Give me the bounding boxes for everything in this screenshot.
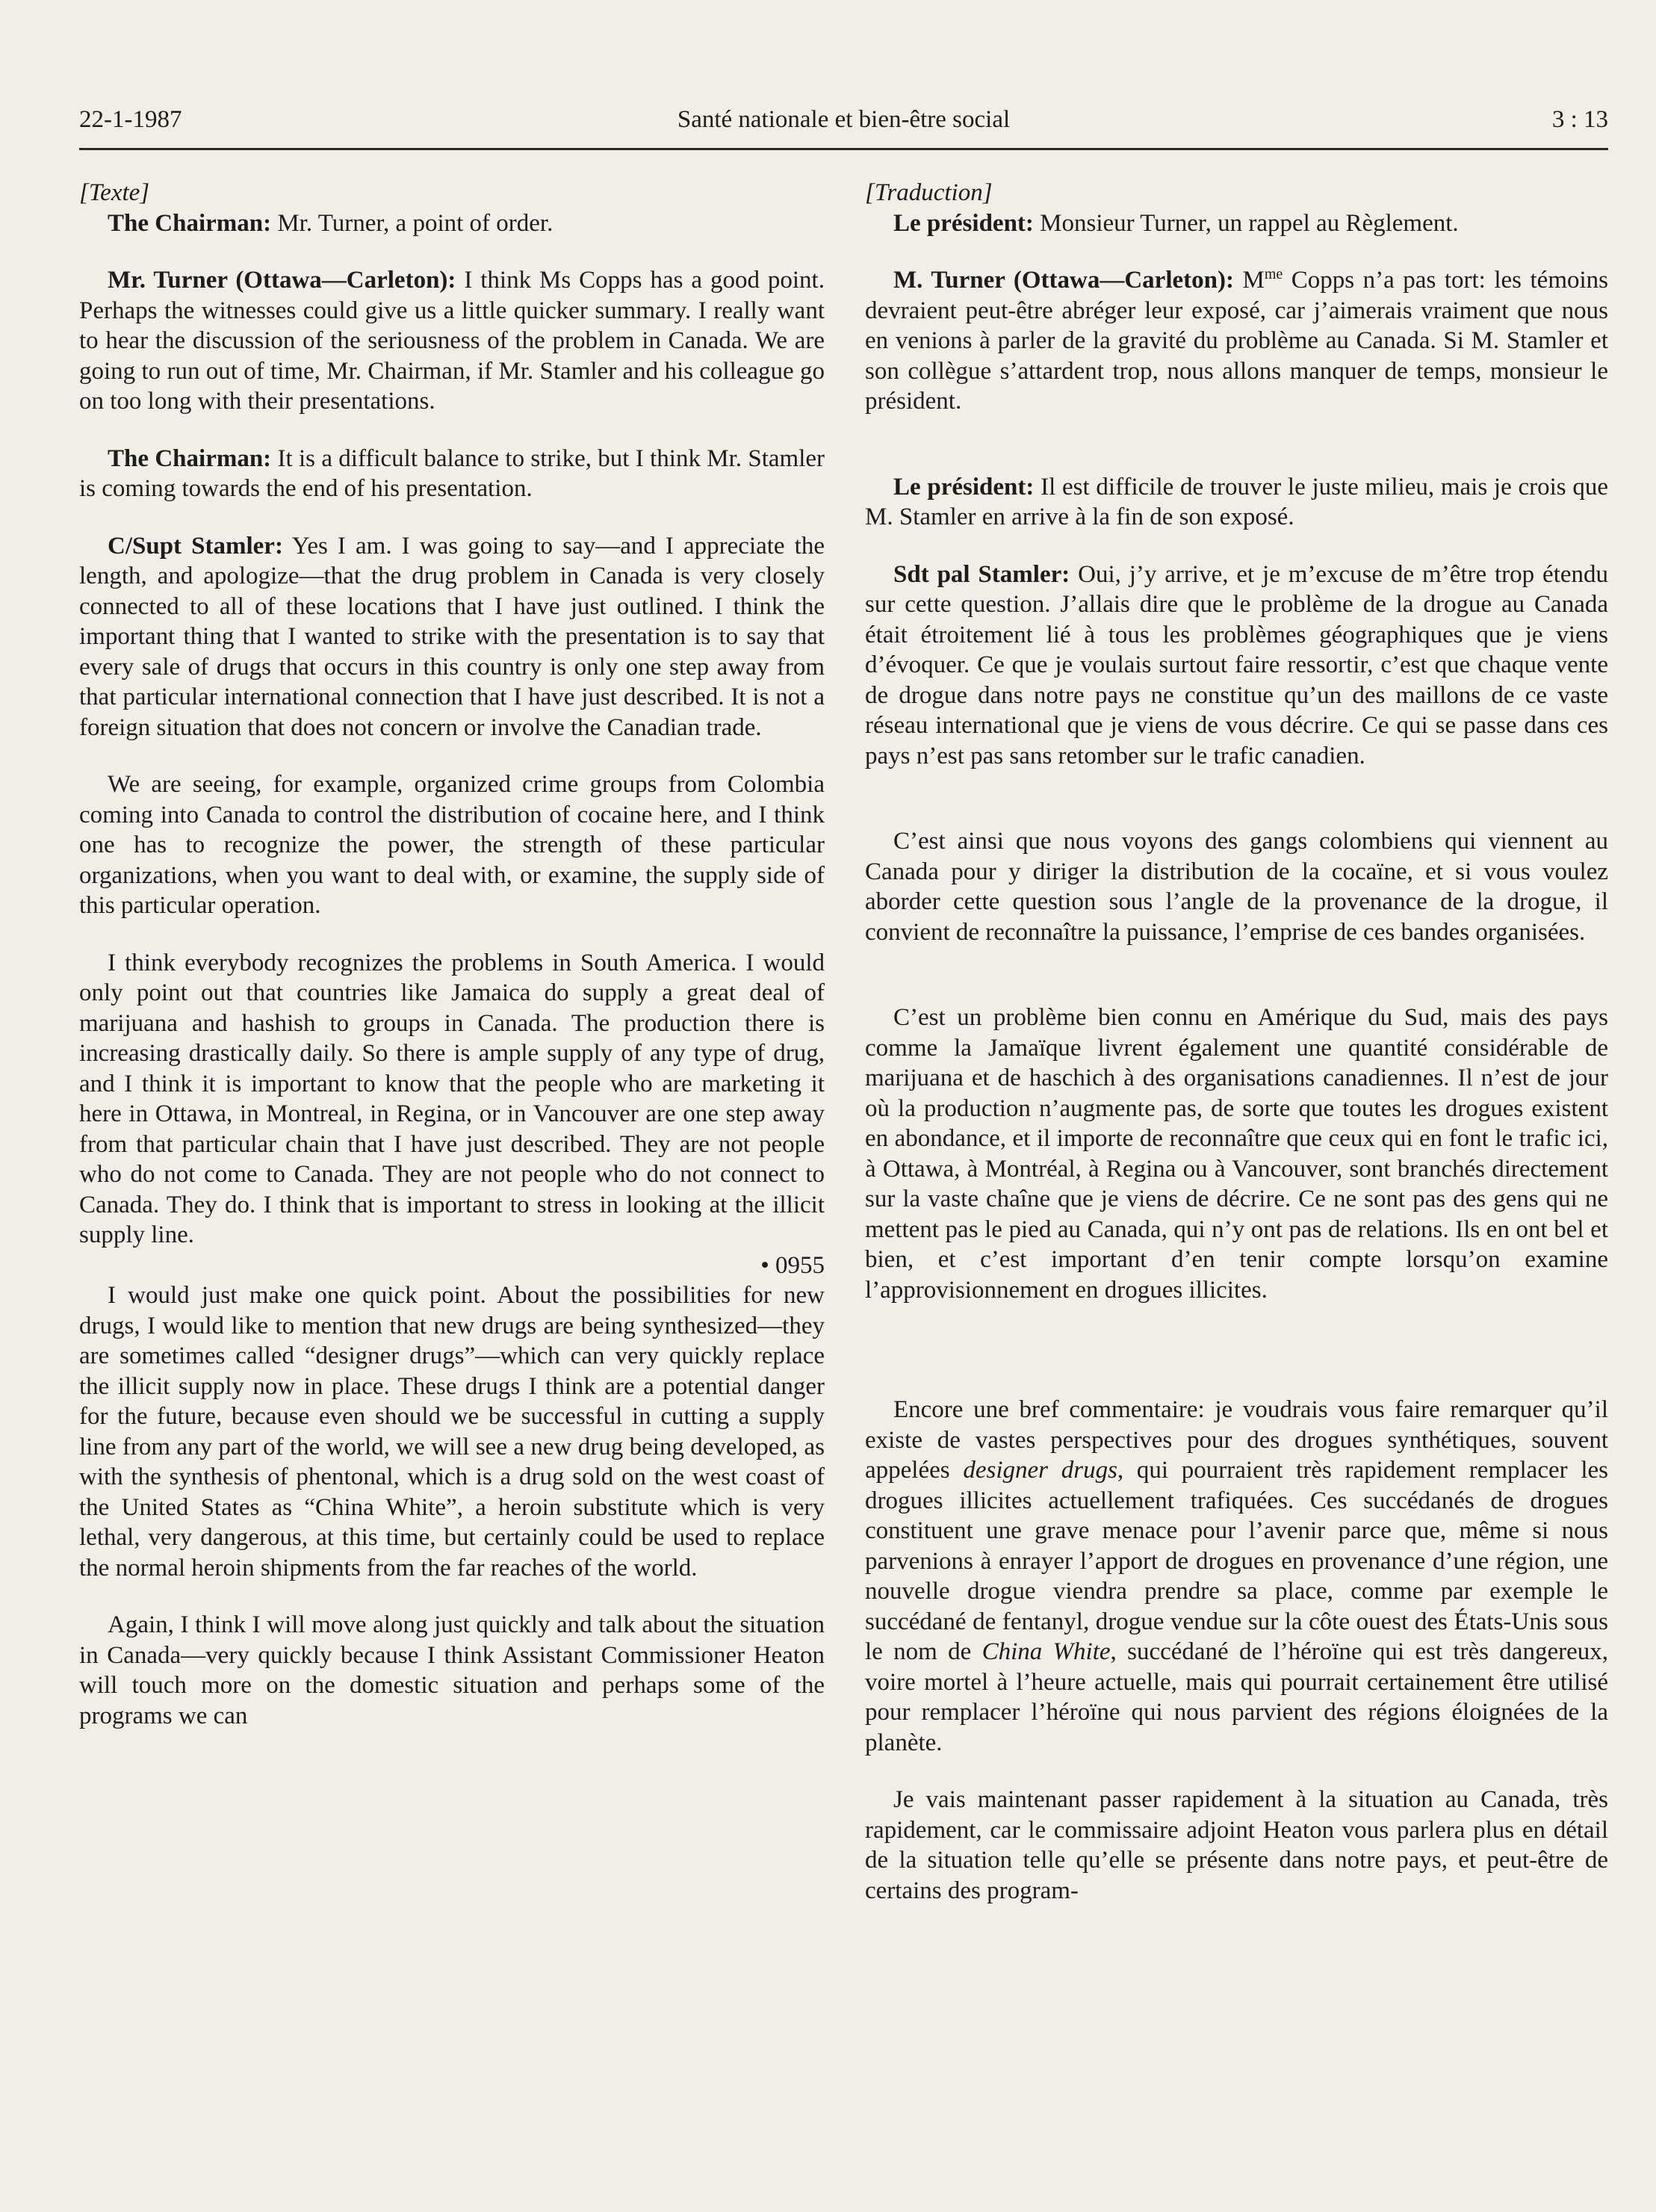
paragraph: [865, 265, 1608, 417]
paragraph-text: Monsieur Turner, un rappel au Règlement.: [1033, 209, 1459, 237]
paragraph-text: M: [1233, 267, 1265, 294]
paragraph: Again, I think I will move along just quickly and talk about the situation in Canada—very quickly because I think Assistant Commissioner Heaton will touch more on the domestic situation and perhaps some of the programs we can: [79, 1611, 825, 1729]
paragraph: Je vais maintenant passer rapidement à la situation au Canada, très rapidement, car le commissaire adjoint Heaton vous parlera plus en détail de la situation telle qu’elle se présente dans notre pays, et peut-être de certains des program-: [865, 1786, 1608, 1904]
paragraph-text: Yes I am. I was going to say—and I appreciate the length, and apologize—that the drug problem in Canada is very closely connected to all of these locations that I have just outlined. I think the important thing that I wanted to strike with the presentation is to say that every sale of drugs that occurs in this country is only one step away from that particular international connection that I have just described. It is not a foreign situation that does not concern or involve the Canadian trade.: [79, 532, 825, 741]
speaker-name: Le président:: [893, 209, 1034, 237]
speaker-name: The Chairman:: [108, 209, 272, 237]
paragraph: [79, 444, 825, 504]
paragraph: [79, 265, 825, 417]
page-header: [79, 103, 1608, 150]
paragraph: C’est un problème bien connu en Amérique du Sud, mais des pays comme la Jamaïque livrent également une quantité considérable de marijuana et de haschich à des organisations canadiennes. Il n’est de jour où la production n’augmente pas, de sorte que toutes les drogues existent en abondance, et il importe de reconnaître que ceux qui en font le trafic ici, à Ottawa, à Montréal, à Regina ou à Vancouver, sont branchés directement sur la vaste chaîne que je viens de décrire. Ce ne sont pas des gens qui ne mettent pas le pied au Canada, qui n’y ont pas de relations. Ils en ont bel et bien, et c’est important d’en tenir compte lorsqu’on examine l’approvisionnement en drogues illicites.: [865, 1004, 1608, 1304]
paragraph: [865, 560, 1608, 772]
speaker-name: Sdt pal Stamler:: [893, 560, 1070, 588]
italic-term: China White: [981, 1638, 1111, 1665]
column-label: [Texte]: [79, 179, 150, 206]
paragraph-text: I think Ms Copps has a good point. Perhaps the witnesses could give us a little quicker summary. I really want to hear the discussion of the seriousness of the problem in Canada. We are going to run out of time, Mr. Chairman, if Mr. Stamler and his colleague go on too long with their presentations.: [79, 267, 825, 415]
paragraph: I think everybody recognizes the problems in South America. I would only point out that countries like Jamaica do supply a great deal of marijuana and hashish to groups in Canada. The production there is increasing drastically daily. So there is ample supply of any type of drug, and I think it is important to know that the people who are marketing it here in Ottawa, in Montreal, in Regina, or in Vancouver are one step away from that particular chain that I have just described. They are not people who do not come to Canada. They are not people who do not connect to Canada. They do. I think that is important to stress in looking at the illicit supply line.: [79, 949, 825, 1248]
english-column: [79, 178, 825, 1731]
paragraph: [79, 531, 825, 743]
speaker-name: M. Turner (Ottawa—Carleton):: [893, 267, 1234, 294]
paragraph-text: It is a difficult balance to strike, but I think Mr. Stamler is coming towards the end of his presentation.: [79, 444, 825, 502]
speaker-name: Le président:: [893, 473, 1035, 501]
paragraph: We are seeing, for example, organized crime groups from Colombia coming into Canada to control the distribution of cocaine here, and I think one has to recognize the power, the strength of these particular organizations, when you want to deal with, or examine, the supply side of this particular operation.: [79, 771, 825, 919]
paragraph: [865, 208, 1608, 239]
paragraph: [865, 1395, 1608, 1758]
paragraph-text: , qui pourraient très rapidement remplacer les drogues illicites actuellement trafiquées. Ces succédanés de drogues constituent une grave menace pour l’avenir parce que, même si nous parvenions à enrayer l’apport de drogues en provenance d’une région, une nouvelle drogue viendra prendre sa place, comme par exemple le succédané de fentanyl, drogue vendue sur la côte ouest des États-Unis sous le nom de: [865, 1457, 1608, 1665]
header-title: Santé nationale et bien-être social: [677, 106, 1011, 133]
time-marker: • 0955: [760, 1251, 825, 1279]
paragraph: I would just make one quick point. About the possibilities for new drugs, I would like to mention that new drugs are being synthesized—they are sometimes called “designer drugs”—which can very quickly replace the illicit supply now in place. These drugs I think are a potential danger for the future, because even should we be successful in cutting a supply line from any part of the world, we will see a new drug being developed, as with the synthesis of phentonal, which is a drug sold on the west coast of the United States as “China White”, a heroin substitute which is very lethal, very dangerous, at this time, but certainly could be used to replace the normal heroin shipments from the far reaches of the world.: [79, 1282, 825, 1581]
speaker-name: The Chairman:: [108, 444, 272, 472]
paragraph-text: , succédané de l’héroïne qui est très dangereux, voire mortel à l’heure actuelle, mais qui pourrait certainement être utilisé pour remplacer l’héroïne qui nous parvient des régions éloignées de la planète.: [865, 1638, 1608, 1756]
paragraph-text: Encore une bref commentaire: je voudrais vous faire remarquer qu’il existe de vastes perspectives pour des drogues synthétiques, souvent appelées: [865, 1396, 1608, 1484]
paragraph-text: Il est difficile de trouver le juste milieu, mais je crois que M. Stamler en arrive à la fin de son exposé.: [865, 473, 1608, 530]
french-column: [865, 178, 1608, 1906]
paragraph-text: Mr. Turner, a point of order.: [271, 209, 553, 237]
paragraph-text: Copps n’a pas tort: les témoins devraient peut-être abréger leur exposé, car j’aimerais vraiment que nous en venions à parler de la gravité du problème au Canada. Si M. Stamler et son collègue s’attardent trop, nous allons manquer de temps, monsieur le président.: [865, 267, 1608, 415]
paragraph: [865, 472, 1608, 533]
superscript: me: [1264, 266, 1283, 282]
paragraph-text: Oui, j’y arrive, et je m’excuse de m’être trop étendu sur cette question. J’allais dire que le problème de la drogue au Canada était étroitement lié à tous les problèmes géographiques que je viens d’évoquer. Ce que je voulais surtout faire ressortir, c’est que chaque vente de drogue dans notre pays ne constitue qu’un des maillons de ce vaste réseau international que je viens de vous décrire. Ce qui se passe dans ces pays n’est pas sans retomber sur le trafic canadien.: [865, 560, 1609, 769]
speaker-name: Mr. Turner (Ottawa—Carleton):: [108, 267, 456, 294]
paragraph: [79, 208, 825, 239]
header-date: 22-1-1987: [79, 106, 182, 133]
column-label: [Traduction]: [865, 179, 993, 206]
italic-term: designer drugs: [963, 1457, 1117, 1484]
paragraph: C’est ainsi que nous voyons des gangs colombiens qui viennent au Canada pour y diriger la distribution de la cocaïne, et si vous voulez aborder cette question sous l’angle de la provenance de la drogue, il convient de reconnaître la puissance, l’emprise de ces bandes organisées.: [865, 828, 1608, 946]
header-page-number: 3 : 13: [1551, 106, 1608, 133]
speaker-name: C/Supt Stamler:: [108, 532, 283, 560]
